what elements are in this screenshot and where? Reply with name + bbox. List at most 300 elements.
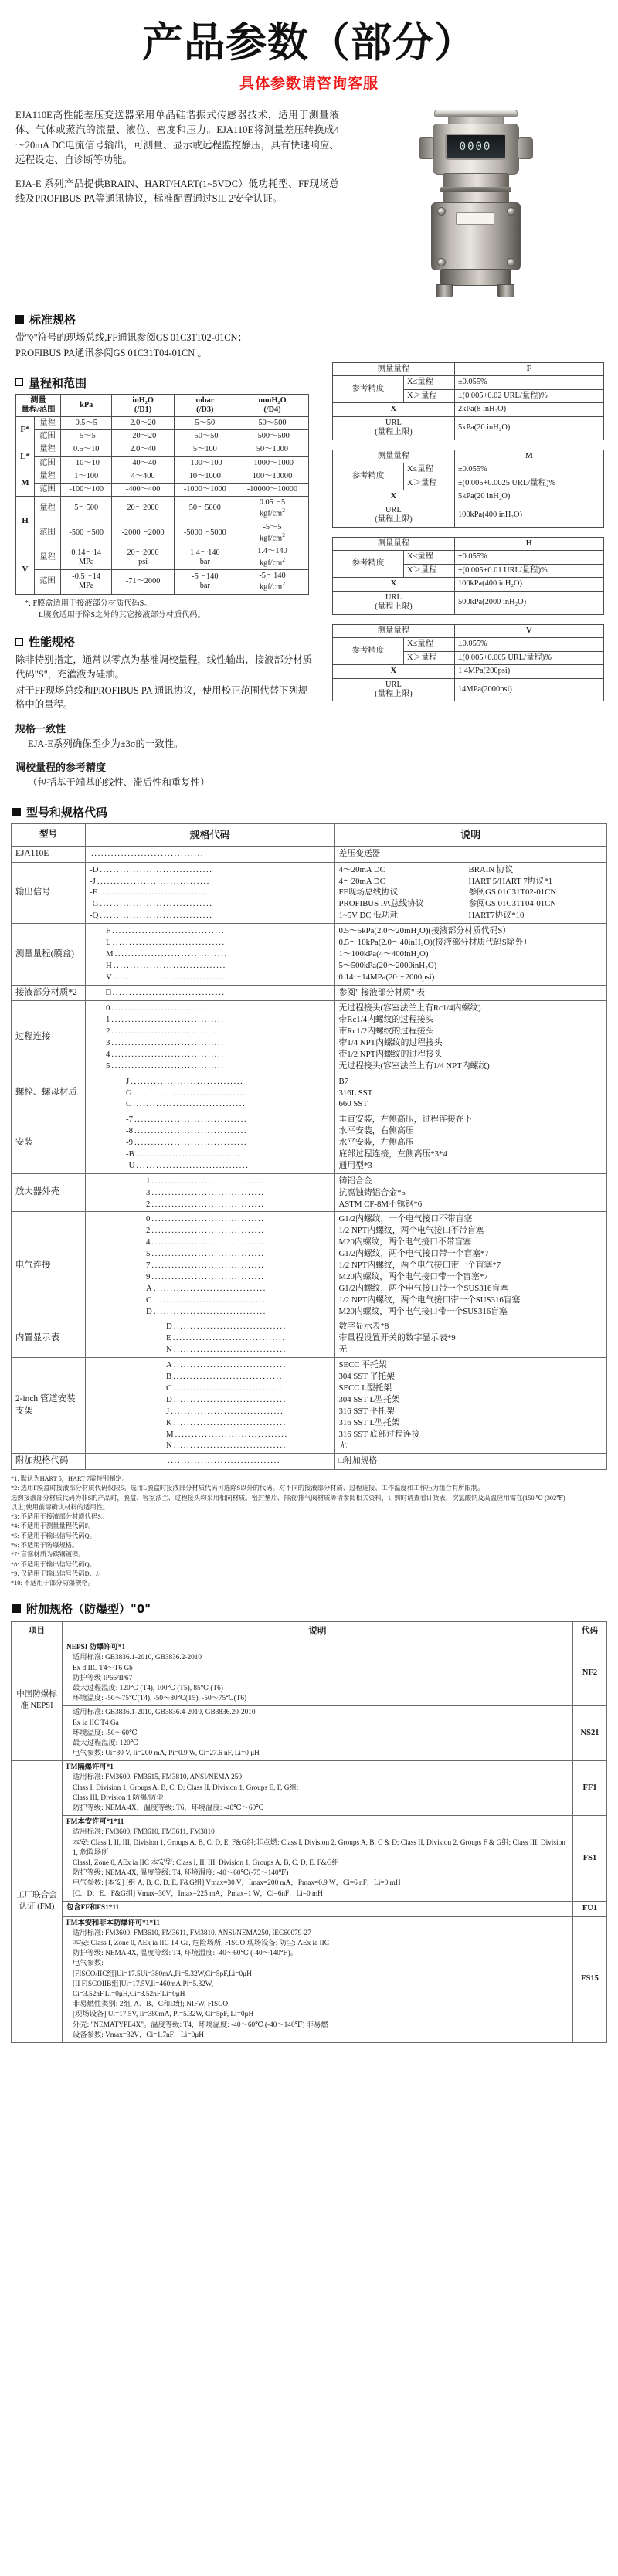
ex-desc-line: 适用标准: FM3600, FM3610, FM3611, FM3810 (73, 1828, 215, 1837)
range-notes (25, 599, 315, 622)
ex-desc-line: 最大过程温度: 120℃ (T4), 100℃ (T5), 85℃ (T6) (73, 1684, 223, 1692)
range-row-label: 范围 (35, 570, 61, 595)
range-value-cell: 5～100 (174, 443, 236, 456)
ex-desc-line: [C、D、E、F&G组] Vmax=30V，Imax=225 mA，Pmax=1 W，Ci=6nF，Li=0 mH (73, 1889, 323, 1898)
dot-leader: .................................. (111, 1061, 225, 1071)
device-nameplate (456, 212, 494, 225)
model-desc-cell (334, 1454, 607, 1470)
ex-desc-line: Class I, Division 1, Groups A, B, C, D; Class II, Division 1, Groups E, F, G组; (73, 1784, 299, 1792)
range-value-cell: 0.05～5 kgf/$cm^2$ (236, 496, 308, 521)
desc-primary: 1~5V DC 低功耗 (338, 911, 399, 921)
code-line (126, 1160, 331, 1172)
ex-desc-title: FM隔爆许可*1 (66, 1763, 114, 1772)
unit-code: (/D1) (134, 406, 152, 414)
ex-desc-line: 防护等级: NEMA 4X, 温度等级: T4, 环境温度: -40～60℃(-75～140℉) (73, 1869, 289, 1878)
code-line (166, 1332, 331, 1344)
desc-line (339, 960, 603, 972)
desc-line (339, 1271, 603, 1283)
range-col-header-kpa (61, 394, 112, 416)
model-desc-cell (334, 1001, 607, 1074)
code-line (146, 1237, 331, 1248)
range-row-label: 范围 (35, 521, 61, 545)
model-code-cell (86, 1319, 335, 1358)
ex-desc-line: 非易燃性类别: 2组, A、B、C和D组; NIFW, FISCO (73, 2001, 229, 2009)
desc-line (339, 1371, 603, 1383)
range-row-label: 量程 (35, 470, 61, 483)
code-key: -B (126, 1149, 134, 1159)
desc-primary: 0.14～14MPa(20～2000psi) (338, 972, 435, 982)
dot-leader: .................................. (173, 1322, 287, 1332)
desc-primary: 316 SST 底部过程连接 (338, 1429, 420, 1439)
code-key: C (146, 1295, 152, 1305)
range-value-cell: -50～50 (174, 430, 236, 443)
model-category-cell: 附加规格代码 (12, 1454, 86, 1470)
code-key: 2 (146, 1226, 151, 1236)
ref-accuracy-title: 调校量程的参考精度 (15, 762, 107, 775)
code-key: H (106, 960, 112, 970)
code-line (166, 1383, 331, 1394)
code-key: 3 (146, 1187, 151, 1197)
code-key: M (166, 1429, 174, 1439)
explosion-proof-table (11, 1621, 607, 2043)
dot-leader: .................................. (134, 1115, 248, 1125)
ex-desc-line: 设备参数: Vmax=32V，Ci=1.7nF，Li=0μH (73, 2031, 204, 2039)
desc-line (339, 937, 603, 949)
unit-label: mbar (195, 395, 215, 405)
desc-primary: 带Rc1/2内螺纹的过程接头 (338, 1027, 434, 1037)
acc-range-label: 测量量程 (332, 537, 454, 550)
table-row (12, 1112, 607, 1173)
dot-leader: .................................. (173, 1345, 287, 1355)
range-value-cell: -20～20 (112, 430, 174, 443)
code-line (106, 949, 331, 960)
ex-desc-line: [FISCO/IIC组]Ui=17.5Ui=380mA,Pi=5.32W,Ci=5pF,Li=0μH (73, 1970, 252, 1978)
acc-cond: X≤量程 (403, 463, 454, 477)
acc-cond: X≤量程 (403, 551, 454, 564)
desc-line (339, 1076, 603, 1088)
code-line (146, 1271, 331, 1283)
model-desc-cell (334, 1212, 607, 1319)
dot-leader: .................................. (111, 1015, 225, 1025)
model-desc-cell (334, 985, 607, 1001)
desc-line (339, 1187, 603, 1199)
model-code-cell (86, 985, 335, 1001)
range-corner-line1: 测量 (30, 395, 46, 405)
desc-line (339, 1160, 603, 1172)
acc-cond: X≤量程 (403, 376, 454, 389)
dot-leader: .................................. (153, 1306, 267, 1316)
code-key: 0 (146, 1214, 151, 1224)
desc-primary: SECC L型托架 (338, 1383, 392, 1393)
range-value-cell: 10～1000 (174, 470, 236, 483)
desc-primary: 660 SST (338, 1099, 368, 1109)
accuracy-table-m (332, 450, 604, 528)
ex-code-cell: FS1 (573, 1816, 607, 1902)
table-row (12, 824, 607, 847)
dot-leader: .................................. (168, 1456, 281, 1466)
ex-desc-line: 环境温度: -50～60℃ (73, 1729, 138, 1737)
code-key: E (166, 1333, 171, 1343)
table-row (332, 450, 603, 463)
desc-line (339, 1306, 603, 1318)
code-key: 0 (106, 1003, 110, 1013)
desc-primary: 1/2 NPT内螺纹，两个电气接口带一个盲塞*7 (338, 1261, 501, 1271)
code-line (106, 937, 331, 949)
range-row-label: 量程 (35, 417, 61, 430)
desc-line (339, 1321, 603, 1332)
range-value-cell: -0.5～14 MPa (61, 570, 112, 595)
table-row (332, 624, 603, 637)
table-row (12, 846, 607, 862)
range-col-header-inh2o (112, 394, 174, 416)
desc-line (339, 1440, 603, 1451)
table-row (332, 537, 603, 550)
outline-square-icon (15, 638, 23, 646)
code-key: -9 (126, 1138, 133, 1148)
desc-primary: FF现场总线协议 (338, 888, 399, 898)
desc-line (339, 887, 603, 898)
range-row-label: 范围 (35, 430, 61, 443)
dot-leader: .................................. (113, 972, 226, 982)
desc-line (339, 898, 603, 910)
desc-line (339, 1417, 603, 1429)
acc-range-value: F (454, 362, 603, 375)
code-line (146, 1225, 331, 1237)
device-bolt-icon (507, 207, 515, 216)
code-line (106, 1003, 331, 1014)
code-line (126, 1076, 331, 1088)
device-process-port-right (497, 284, 514, 297)
code-line (166, 1429, 331, 1441)
ex-desc-title: FM本安和非本防爆许可*1*11 (66, 1919, 160, 1927)
code-key: -J (90, 876, 96, 886)
dot-leader: .................................. (151, 1187, 265, 1197)
table-row (332, 591, 603, 614)
code-line (146, 1176, 331, 1187)
ex-desc-line: Ci=3.52nF,Li=0μH,Ci=3.52nF,Li=0μH (73, 1990, 185, 1998)
acc-x-value: 5kPa(20 inH₂O) (454, 490, 603, 504)
code-line (166, 1417, 331, 1429)
code-line (126, 1137, 331, 1149)
code-key: A (166, 1360, 172, 1370)
table-row (12, 1816, 607, 1902)
ex-desc-cell (63, 1916, 573, 2042)
acc-value: ±(0.005+0.02 URL/量程)% (454, 389, 603, 402)
model-code-cell (86, 846, 335, 862)
code-line (106, 1026, 331, 1037)
acc-range-value: V (454, 624, 603, 637)
code-line (146, 1199, 331, 1210)
code-line (106, 960, 331, 972)
code-key: 7 (146, 1261, 151, 1271)
acc-x-label: X (332, 403, 454, 416)
desc-primary: 底部过程连接，左侧高压*3*4 (338, 1149, 447, 1159)
product-photo (339, 108, 607, 299)
range-group-cell: M (16, 470, 35, 496)
table-row (16, 417, 309, 430)
acc-range-label: 测量量程 (332, 624, 454, 637)
dot-leader: .................................. (173, 1441, 287, 1451)
ex-table-body (12, 1641, 607, 2043)
range-value-cell: -100～100 (174, 456, 236, 470)
code-key: M (106, 949, 114, 959)
code-key: -D (90, 864, 99, 874)
range-value-cell: -500～500 (61, 521, 112, 545)
code-key: F (106, 926, 111, 936)
dot-leader: .................................. (133, 1099, 246, 1109)
desc-line (339, 949, 603, 960)
dot-leader: .................................. (100, 899, 213, 909)
table-row (12, 1901, 607, 1916)
desc-line (339, 1225, 603, 1237)
range-value-cell: 1～100 (61, 470, 112, 483)
model-category-cell: 输出信号 (12, 862, 86, 923)
desc-primary: 无 (338, 1345, 348, 1355)
desc-primary: 304 SST L型托架 (338, 1394, 400, 1404)
desc-line (339, 910, 603, 921)
code-key: 1 (146, 1176, 151, 1186)
acc-value: ±(0.005+0.005 URL/量程)% (454, 651, 603, 664)
desc-line (339, 1260, 603, 1271)
device-base-flange (440, 269, 511, 286)
table-row (16, 570, 309, 595)
outline-square-icon (15, 378, 23, 386)
footnote-line: *9: 仅适用于输出信号代码D、J。 (11, 1570, 105, 1577)
acc-url-value: 5kPa(20 inH₂O) (454, 416, 603, 440)
acc-range-label: 测量量程 (332, 450, 454, 463)
table-row (332, 463, 603, 477)
ex-code-cell: NF2 (573, 1641, 607, 1706)
ex-header-item: 项目 (12, 1621, 63, 1641)
desc-primary: 数字显示表*8 (338, 1322, 389, 1332)
code-key: -8 (126, 1126, 133, 1136)
desc-line (339, 1003, 603, 1014)
code-line (166, 1321, 331, 1332)
table-row (16, 521, 309, 545)
model-category-cell: EJA110E (12, 846, 86, 862)
range-value-cell: 1.4～140 bar (174, 545, 236, 570)
ex-desc-line: 适用标准: FM3600, FM3610, FM3611, FM3810, ANSI/NEMA250, IEC60079-27 (73, 1929, 311, 1937)
desc-primary: 4～20mA DC (338, 864, 385, 874)
code-line (90, 887, 331, 898)
model-code-heading-label: 型号和规格代码 (26, 806, 108, 820)
range-column (11, 362, 315, 792)
dot-leader: .................................. (171, 1406, 284, 1416)
desc-primary: ASTM CF-8M不锈钢*6 (338, 1199, 423, 1209)
code-key: D (146, 1306, 152, 1316)
range-value-cell: -5～5 (61, 430, 112, 443)
ex-code-cell: FF1 (573, 1761, 607, 1816)
accuracy-table-f (332, 362, 604, 440)
acc-value: ±0.055% (454, 463, 603, 477)
table-row (12, 1212, 607, 1319)
range-row-label: 量程 (35, 443, 61, 456)
desc-line (339, 1026, 603, 1037)
range-value-cell: 20～2000 psi (112, 545, 174, 570)
acc-value: ±(0.005+0.01 URL/量程)% (454, 564, 603, 577)
ex-desc-line: 最大过程温度: 120℃ (73, 1739, 139, 1747)
code-line (146, 1260, 331, 1271)
model-code-cell (86, 1173, 335, 1212)
dot-leader: .................................. (111, 1003, 225, 1013)
desc-line (339, 1394, 603, 1406)
range-value-cell: -5000～5000 (174, 521, 236, 545)
code-key: 9 (146, 1271, 151, 1281)
footnote-line: *1: 默认为HART 5，HART 7需特别制定。 (11, 1475, 128, 1483)
dot-leader: .................................. (151, 1237, 265, 1247)
desc-primary: 5～500kPa(20～2000inH₂O) (338, 960, 437, 970)
ex-desc-title: NEPSI 防爆许可*1 (66, 1644, 126, 1652)
range-row-label: 范围 (35, 456, 61, 470)
range-value-cell: 100～10000 (236, 470, 308, 483)
model-category-cell: 放大器外壳 (12, 1173, 86, 1212)
model-code-cell (86, 1212, 335, 1319)
ex-desc-line: 适用标准: FM3600, FM3615, FM3810, ANSI/NEMA 250 (73, 1773, 243, 1782)
dot-leader: .................................. (173, 1360, 287, 1370)
code-line (146, 1283, 331, 1295)
desc-line (339, 1359, 603, 1371)
dot-leader: .................................. (151, 1261, 265, 1271)
ex-desc-cell (63, 1816, 573, 1902)
intro-text (11, 108, 339, 216)
acc-x-label: X (332, 578, 454, 591)
range-value-cell: 50～500 (236, 417, 308, 430)
acc-label: 参考精度 (332, 638, 403, 665)
code-line (90, 898, 331, 910)
code-line (126, 1149, 331, 1160)
range-note-2: L膜盒适用于除S之外的其它接液部分材质代码。 (39, 610, 205, 619)
dot-leader: .................................. (151, 1271, 265, 1281)
code-key: C (166, 1383, 172, 1393)
model-category-cell: 螺栓、螺母材质 (12, 1074, 86, 1112)
ex-org-cell: 工厂联合会认证 (FM) (12, 1761, 63, 2043)
range-heading (15, 375, 315, 391)
table-row (332, 504, 603, 527)
model-code-cell (86, 862, 335, 923)
model-code-cell (86, 1358, 335, 1454)
dot-leader: .................................. (151, 1199, 265, 1209)
range-note-1: *: F膜盒适用于接液部分材质代码S。 (25, 599, 152, 608)
desc-primary: 水平安装，右侧高压 (338, 1126, 414, 1136)
code-key: 4 (146, 1237, 151, 1247)
model-desc-cell (334, 846, 607, 862)
ex-desc-cell (63, 1641, 573, 1706)
model-code-cell (86, 1454, 335, 1470)
intro-paragraph-2: EJA-E 系列产品提供BRAIN、HART/HART(1~5VDC）低功耗型、FF现场总线及PROFIBUS PA等通讯协议，标准配置通过SIL 2安全认证。 (15, 178, 339, 205)
desc-primary: 1/2 NPT内螺纹，两个电气接口带一个SUS316盲塞 (338, 1295, 521, 1305)
code-line (106, 987, 331, 999)
desc-primary: 316L SST (338, 1088, 373, 1098)
table-row (332, 578, 603, 591)
desc-primary: SECC 平托架 (338, 1360, 387, 1370)
table-row (332, 551, 603, 564)
model-category-cell: 测量量程(膜盒) (12, 924, 86, 985)
desc-primary: 无 (338, 1441, 348, 1451)
dot-leader: .................................. (111, 1049, 225, 1059)
desc-primary: PROFIBUS PA总线协议 (338, 899, 424, 909)
code-line (126, 1114, 331, 1125)
range-value-cell: -400～400 (112, 483, 174, 496)
ex-desc-line: 适用标准: GB3836.1-2010, GB3836.2-2010 (73, 1654, 202, 1662)
code-line (166, 1406, 331, 1417)
desc-line (339, 1237, 603, 1248)
desc-primary: 无过程接头(容室法兰上有1/4 NPT内螺纹) (338, 1061, 490, 1071)
acc-url-value: 100kPa(400 inH₂O) (454, 504, 603, 527)
model-category-cell: 内置显示表 (12, 1319, 86, 1358)
acc-url-value: 500kPa(2000 inH₂O) (454, 591, 603, 614)
footnote-line: *6: 不适用于防爆规格。 (11, 1541, 79, 1549)
code-line (90, 910, 331, 921)
footnote-line: 选购接液部分材质代码为非S的产品时，膜盒、容室法兰、过程接头均采用相同材质。密封垫片、排液/排气阀材质等请参阅相关资料，订购时请查看订货表，次氯酸钠及高温应用需在(150 ℃ (302℉) (11, 1494, 565, 1502)
ex-desc-line: 电气参数: Ui=30 V, Ii=200 mA, Pi=0.9 W, Ci=27.6 nF, Li=0 μH (73, 1750, 260, 1758)
table-row (12, 862, 607, 923)
code-line (166, 1371, 331, 1383)
table-row (12, 1001, 607, 1074)
acc-x-label: X (332, 490, 454, 504)
desc-line (339, 1114, 603, 1125)
model-desc-cell (334, 1319, 607, 1358)
acc-range-label: 测量量程 (332, 362, 454, 375)
acc-x-value: 2kPa(8 inH₂O) (454, 403, 603, 416)
desc-line (339, 1125, 603, 1137)
range-value-cell: 2.0～40 (112, 443, 174, 456)
dot-leader: .................................. (113, 960, 226, 970)
model-code-table (11, 823, 607, 1470)
dot-leader: .................................. (173, 1383, 287, 1393)
desc-primary: 水平安装，左侧高压 (338, 1138, 414, 1148)
desc-line (339, 1295, 603, 1306)
code-line (106, 1037, 331, 1049)
perf-spec-heading-label: 性能规格 (29, 635, 76, 650)
code-line (90, 876, 331, 888)
model-header-code: 规格代码 (86, 824, 335, 847)
ex-table-head (12, 1621, 607, 1641)
range-heading-label: 量程和范围 (29, 375, 87, 390)
desc-primary: M20内螺纹，两个电气接口带一个盲塞*7 (338, 1271, 488, 1281)
acc-value: ±0.055% (454, 376, 603, 389)
code-line (146, 1306, 331, 1318)
range-value-cell: 1.4～140 kgf/$cm^2$ (236, 545, 308, 570)
code-line (126, 1098, 331, 1110)
range-group-cell: V (16, 545, 35, 594)
code-line (166, 1359, 331, 1371)
dot-leader: .................................. (133, 1088, 246, 1098)
ex-desc-line: 外壳: "NEMATYPE4X"。温度等级: T4，环境温度: -40～60℃ (-40～140℉) 非易燃 (73, 2021, 328, 2029)
unit-code: (/D3) (196, 406, 214, 414)
desc-primary: M20内螺纹，两个电气接口带一个SUS316盲塞 (338, 1306, 508, 1316)
acc-label: 参考精度 (332, 376, 403, 403)
code-line (146, 1248, 331, 1260)
code-key: 3 (106, 1038, 110, 1047)
std-spec-line-2: PROFIBUS PA通讯参阅GS 01C31T04-01CN 。 (15, 348, 207, 359)
range-table-head (16, 394, 309, 416)
model-desc-cell (334, 1358, 607, 1454)
code-line (146, 1187, 331, 1199)
desc-line (339, 1199, 603, 1210)
dot-leader: .................................. (173, 1417, 287, 1427)
ex-desc-line: 本安: Class I, II, III, Division 1, Groups A, B, C, D, E, F&G组;非点燃: Class I, Division 2, Groups A, B, C & D; Class II, Division 2, Groups F & G组; Class III, Division 1, 危险场所 (73, 1838, 565, 1857)
footnote-line: 以上)使用前请确认材料的适用性。 (11, 1503, 110, 1511)
range-value-cell: -2000～2000 (112, 521, 174, 545)
desc-secondary: 参阅GS 01C31T04-01CN (468, 899, 557, 909)
ex-desc-cell (63, 1761, 573, 1816)
dot-leader: .................................. (112, 926, 226, 936)
code-line (146, 1295, 331, 1306)
desc-primary: 带Rc1/4内螺纹的过程接头 (338, 1015, 434, 1025)
range-corner-header (16, 394, 61, 416)
intro-section (0, 96, 618, 299)
desc-primary: 316 SST 平托架 (338, 1406, 395, 1416)
